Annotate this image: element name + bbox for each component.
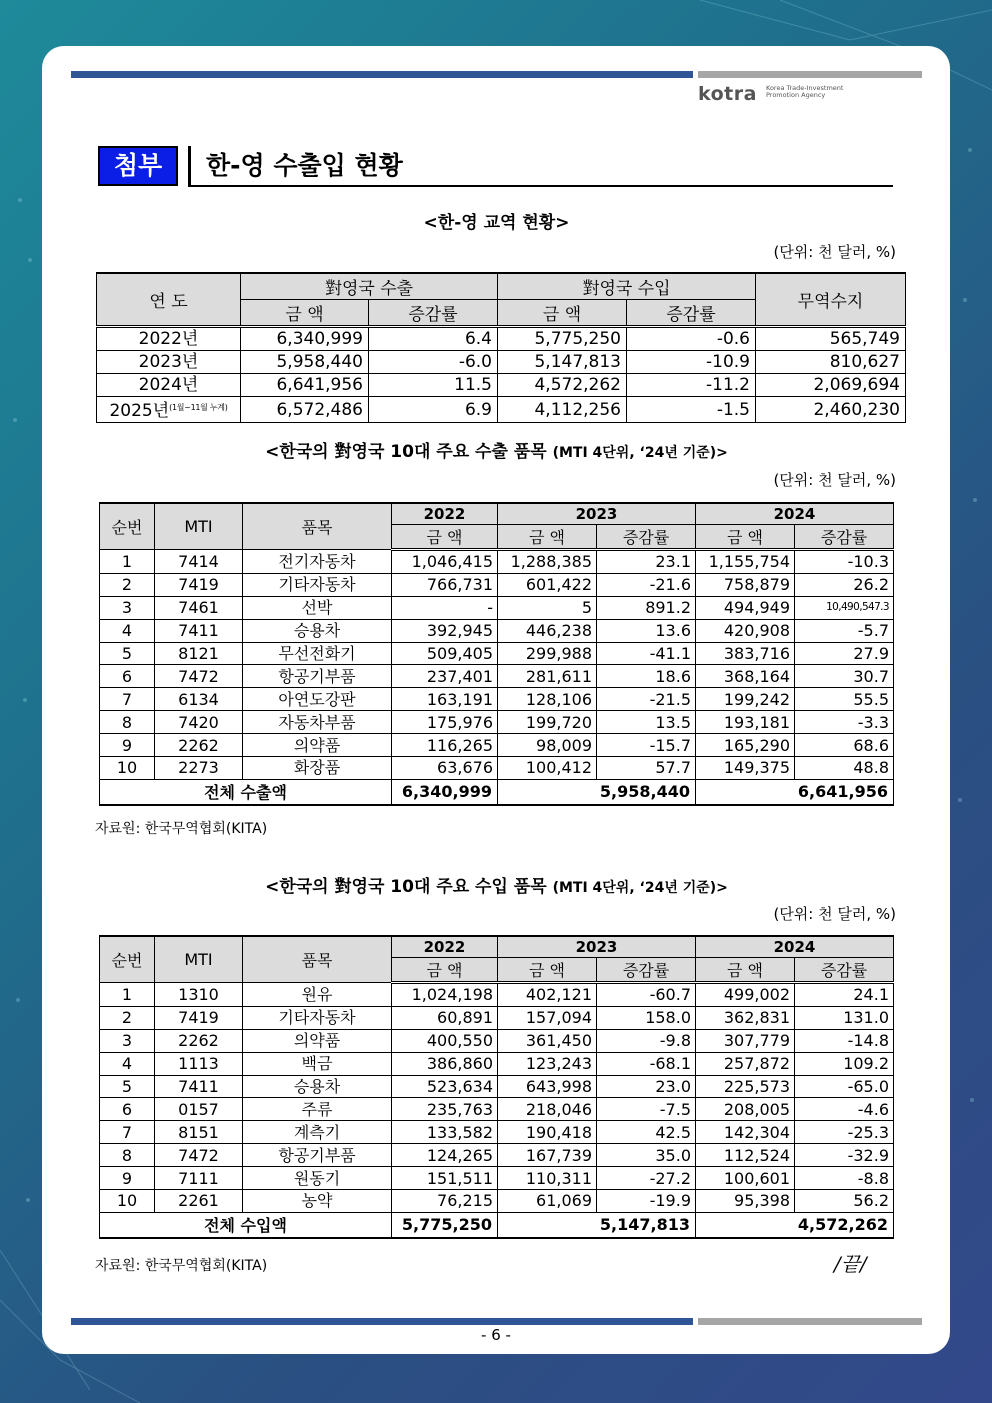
import-unit: (단위: 천 달러, %) [773,905,896,923]
col-export: 對영국 수출 [241,273,498,300]
col-2024: 2024 [696,503,894,525]
table-row: 10 2273 화장품 63,676 100,412 57.7 149,375 48.8 [100,757,894,780]
export-caption: <한국의 對영국 10대 주요 수출 품목 (MTI 4단위, ‘24년 기준)> [265,442,728,462]
table-row: 2024년 6,641,956 11.5 4,572,262 -11.2 2,069,694 [97,374,906,397]
col-2023: 2023 [498,936,696,958]
col-item: 품목 [243,503,392,550]
col-item: 품목 [243,936,392,983]
title-underline [188,185,893,187]
year-cell: 2024년 [97,374,241,397]
table-row: 2022년 6,340,999 6.4 5,775,250 -0.6 565,749 [97,327,906,351]
table-row: 2023년 5,958,440 -6.0 5,147,813 -10.9 810,627 [97,351,906,374]
table-row: 3 7461 선박 - 5 891.2 494,949 10,490,547.3 [100,596,894,619]
col-import: 對영국 수입 [498,273,756,300]
table-row: 1 1310 원유 1,024,198 402,121 -60.7 499,002 24.1 [100,983,894,1007]
table-row: 6 0157 주류 235,763 218,046 -7.5 208,005 -4.6 [100,1098,894,1121]
table-row: 8 7472 항공기부품 124,265 167,739 35.0 112,524 -32.9 [100,1144,894,1167]
total-row: 전체 수입액 5,775,250 5,147,813 4,572,262 [100,1212,894,1238]
table-row: 2025년$^{(1월\sim 11월 누계)}$ 6,572,486 6.9 4,112,256 -1.5 2,460,230 [97,397,906,423]
col-mti: MTI [155,936,243,983]
import-caption: <한국의 對영국 10대 주요 수입 품목 (MTI 4단위, ‘24년 기준)> [265,877,728,897]
col-export-amount: 금 액 [241,300,369,327]
table-row: 4 1113 백금 386,860 123,243 -68.1 257,872 109.2 [100,1052,894,1075]
kotra-logo [698,83,858,105]
header-bar-gray [698,71,922,78]
col-2022: 2022 [392,936,498,958]
export-items-table: 순번 MTI 품목 2022 2023 2024 금 액 금 액 증감률 금 액 증감률 1 7414 전기자동차 1,046,415 1,288,385 23.1 1,155,754 -10.3 2 7419 기타자동차 766,731 601,422 -21.6 758,879 26.2 3 7461 선박 - 5 891.2 494,949 10,490,547.3 4 7411 승용차 392,945 446,238 13.6 420,908 -5.7 5 8121 무선전화기 509,405 299,988 -41.1 383,716 27.9 6 7472 항공기부품 237,401 281,611 18.6 368,164 30.7 7 6134 아연도강판 163,191 128,106 -21.5 199,242 55.5 8 7420 자동차부품 175,976 199,720 13.5 193,181 -3.3 9 2262 의약품 116,265 98,009 -15.7 165,290 68.6 10 2273 화장품 63,676 100,412 57.7 149,375 48.8 전체 수출액 6,340,999 5,958,440 6,641,956 [99,502,894,806]
export-source: 자료원: 한국무역협회(KITA) [95,821,268,837]
col-2024: 2024 [696,936,894,958]
trade-table [96,272,906,423]
footer-bar-gray [698,1318,922,1325]
table-row: 7 6134 아연도강판 163,191 128,106 -21.5 199,242 55.5 [100,688,894,711]
footer-bar-blue [71,1318,693,1325]
table-row: 5 8121 무선전화기 509,405 299,988 -41.1 383,716 27.9 [100,642,894,665]
table-row: 6 7472 항공기부품 237,401 281,611 18.6 368,164 30.7 [100,665,894,688]
attachment-badge: 첨부 [98,146,178,186]
col-export-rate: 증감률 [369,300,498,327]
year-cell: 2022년 [97,327,241,351]
total-row: 전체 수출액 6,340,999 5,958,440 6,641,956 [100,779,894,805]
trade-unit: (단위: 천 달러, %) [773,243,896,261]
table-row: 9 2262 의약품 116,265 98,009 -15.7 165,290 68.6 [100,734,894,757]
year-cell: 2025년$^{(1월\sim 11월 누계)}$ [97,397,241,423]
table-row: 4 7411 승용차 392,945 446,238 13.6 420,908 -5.7 [100,619,894,642]
table-row: 5 7411 승용차 523,634 643,998 23.0 225,573 -65.0 [100,1075,894,1098]
trade-caption: <한-영 교역 현황> [423,213,570,233]
col-balance: 무역수지 [756,273,906,327]
import-source: 자료원: 한국무역협회(KITA) [95,1258,268,1274]
logo-word: kotra [698,83,757,105]
header-bar-blue [71,71,693,78]
end-mark: /끝/ [834,1252,867,1276]
col-import-rate: 증감률 [627,300,756,327]
table-row: 10 2261 농약 76,215 61,069 -19.9 95,398 56.2 [100,1190,894,1213]
table-row: 3 2262 의약품 400,550 361,450 -9.8 307,779 -14.8 [100,1029,894,1052]
table-row: 1 7414 전기자동차 1,046,415 1,288,385 23.1 1,155,754 -10.3 [100,550,894,574]
title-separator [188,146,191,186]
col-import-amount: 금 액 [498,300,627,327]
import-items-table: 순번 MTI 품목 2022 2023 2024 금 액 금 액 증감률 금 액 증감률 1 1310 원유 1,024,198 402,121 -60.7 499,002 24.1 2 7419 기타자동차 60,891 157,094 158.0 362,831 131.0 3 2262 의약품 400,550 361,450 -9.8 307,779 -14.8 4 1113 백금 386,860 123,243 -68.1 257,872 109.2 5 7411 승용차 523,634 643,998 23.0 225,573 -65.0 6 0157 주류 235,763 218,046 -7.5 208,005 -4.6 7 8151 계측기 133,582 190,418 42.5 142,304 -25.3 8 7472 항공기부품 124,265 167,739 35.0 112,524 -32.9 9 7111 원동기 151,511 110,311 -27.2 100,601 -8.8 10 2261 농약 76,215 61,069 -19.9 95,398 56.2 전체 수입액 5,775,250 5,147,813 4,572,262 [99,935,894,1239]
year-cell: 2023년 [97,351,241,374]
col-no: 순번 [100,936,155,983]
col-mti: MTI [155,503,243,550]
col-2022: 2022 [392,503,498,525]
page-number: - 6 - [481,1326,511,1344]
table-row: 9 7111 원동기 151,511 110,311 -27.2 100,601 -8.8 [100,1167,894,1190]
col-2023: 2023 [498,503,696,525]
table-row: 8 7420 자동차부품 175,976 199,720 13.5 193,181 -3.3 [100,711,894,734]
logo-subtitle: Korea Trade-Investment Promotion Agency [766,84,844,99]
col-no: 순번 [100,503,155,550]
table-row: 2 7419 기타자동차 60,891 157,094 158.0 362,831 131.0 [100,1006,894,1029]
export-unit: (단위: 천 달러, %) [773,471,896,489]
col-year: 연 도 [97,273,241,327]
table-row: 2 7419 기타자동차 766,731 601,422 -21.6 758,879 26.2 [100,573,894,596]
table-row: 7 8151 계측기 133,582 190,418 42.5 142,304 -25.3 [100,1121,894,1144]
page-title: 한-영 수출입 현황 [206,151,403,180]
